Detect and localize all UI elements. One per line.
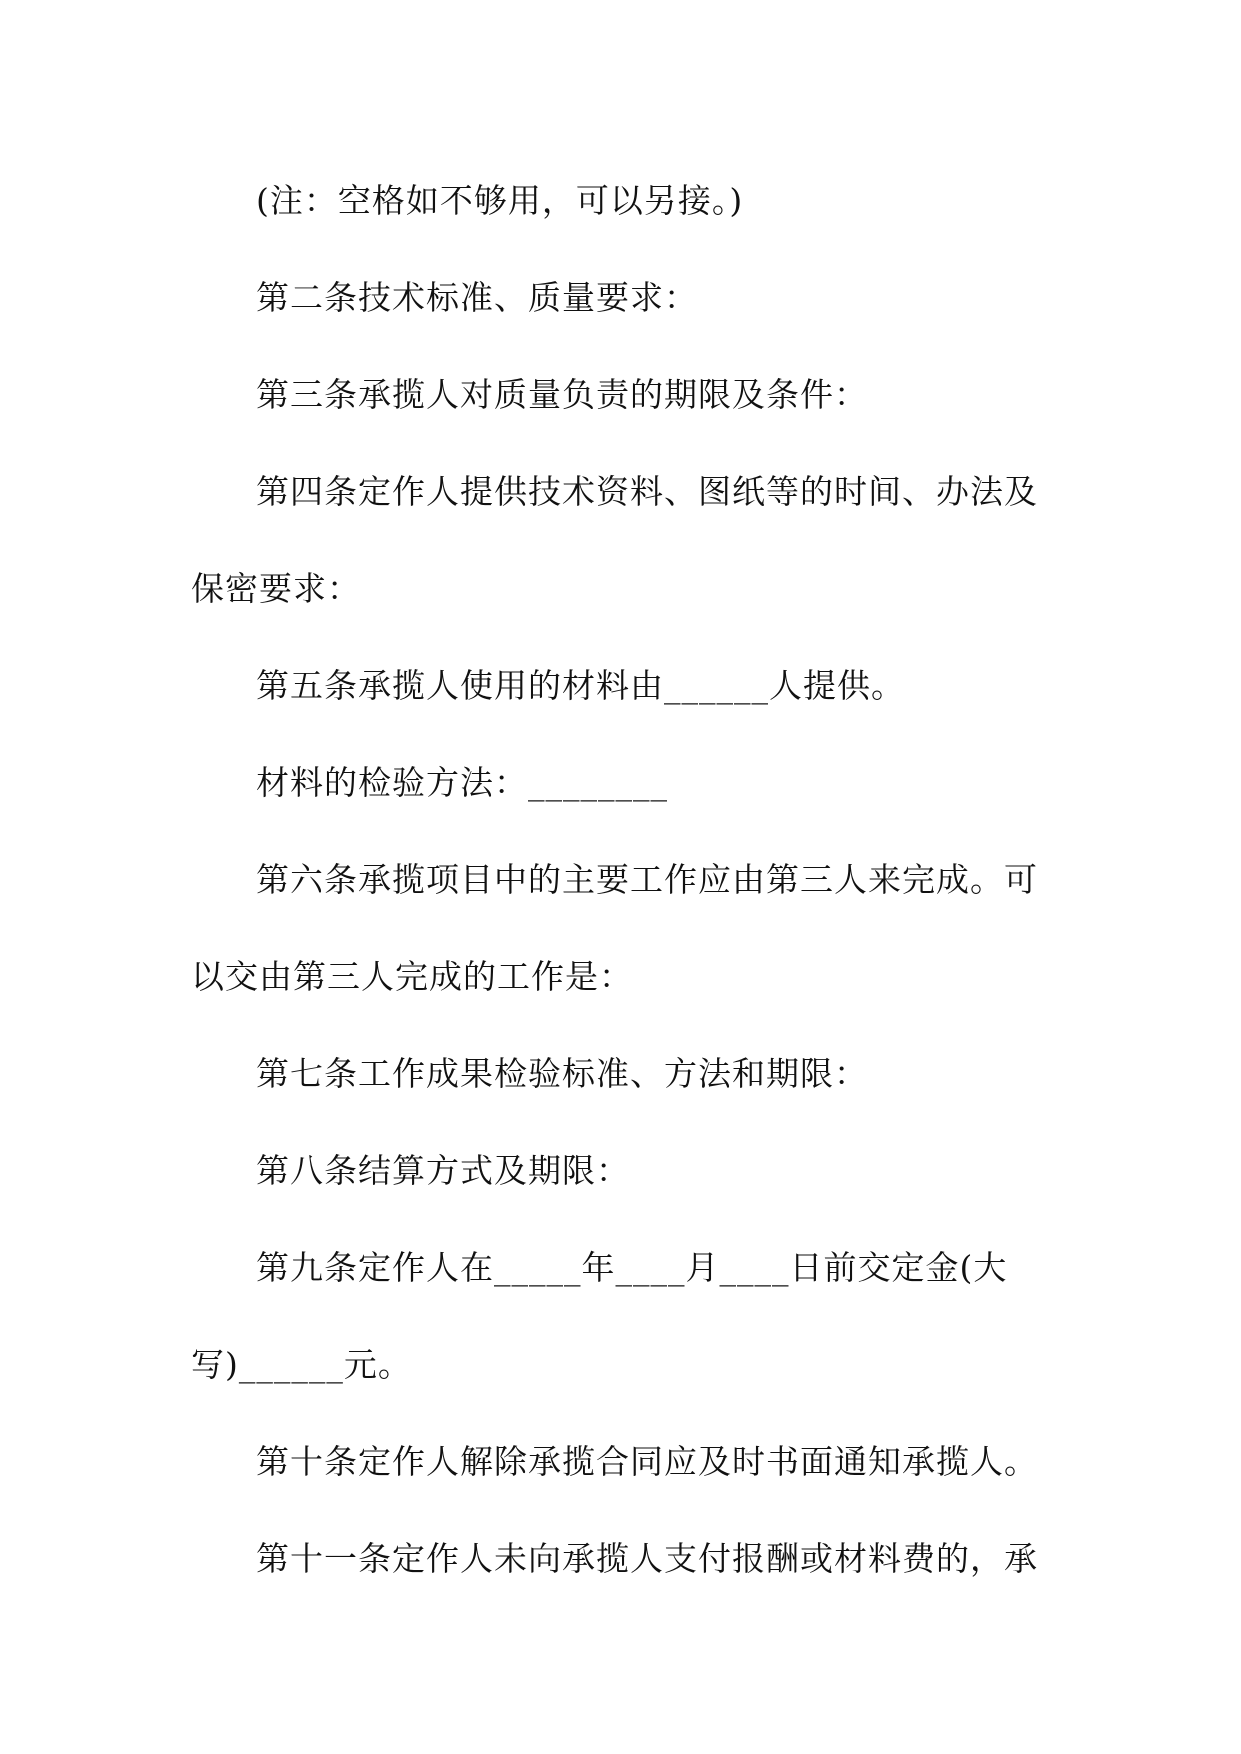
clause-3-line: 第三条承揽人对质量负责的期限及条件： [256, 375, 868, 414]
clause-2-line: 第二条技术标准、质量要求： [256, 278, 698, 317]
clause-7-line: 第七条工作成果检验标准、方法和期限： [256, 1054, 868, 1093]
clause-4-line-2: 保密要求： [191, 569, 361, 608]
clause-6-line-1: 第六条承揽项目中的主要工作应由第三人来完成。可 [256, 860, 1038, 899]
clause-11-line: 第十一条定作人未向承揽人支付报酬或材料费的，承 [256, 1539, 1038, 1578]
clause-6-line-2: 以交由第三人完成的工作是： [191, 957, 633, 996]
clause-9-line-1: 第九条定作人在_____年____月____日前交定金(大 [256, 1248, 1008, 1287]
note-line: (注：空格如不够用，可以另接。) [256, 181, 744, 220]
clause-8-line: 第八条结算方式及期限： [256, 1151, 630, 1190]
clause-10-line: 第十条定作人解除承揽合同应及时书面通知承揽人。 [256, 1442, 1038, 1481]
material-inspection-line: 材料的检验方法：________ [256, 763, 668, 802]
clause-9-line-2: 写)______元。 [191, 1345, 412, 1384]
clause-4-line-1: 第四条定作人提供技术资料、图纸等的时间、办法及 [256, 472, 1038, 511]
clause-5-line: 第五条承揽人使用的材料由______人提供。 [256, 666, 905, 705]
